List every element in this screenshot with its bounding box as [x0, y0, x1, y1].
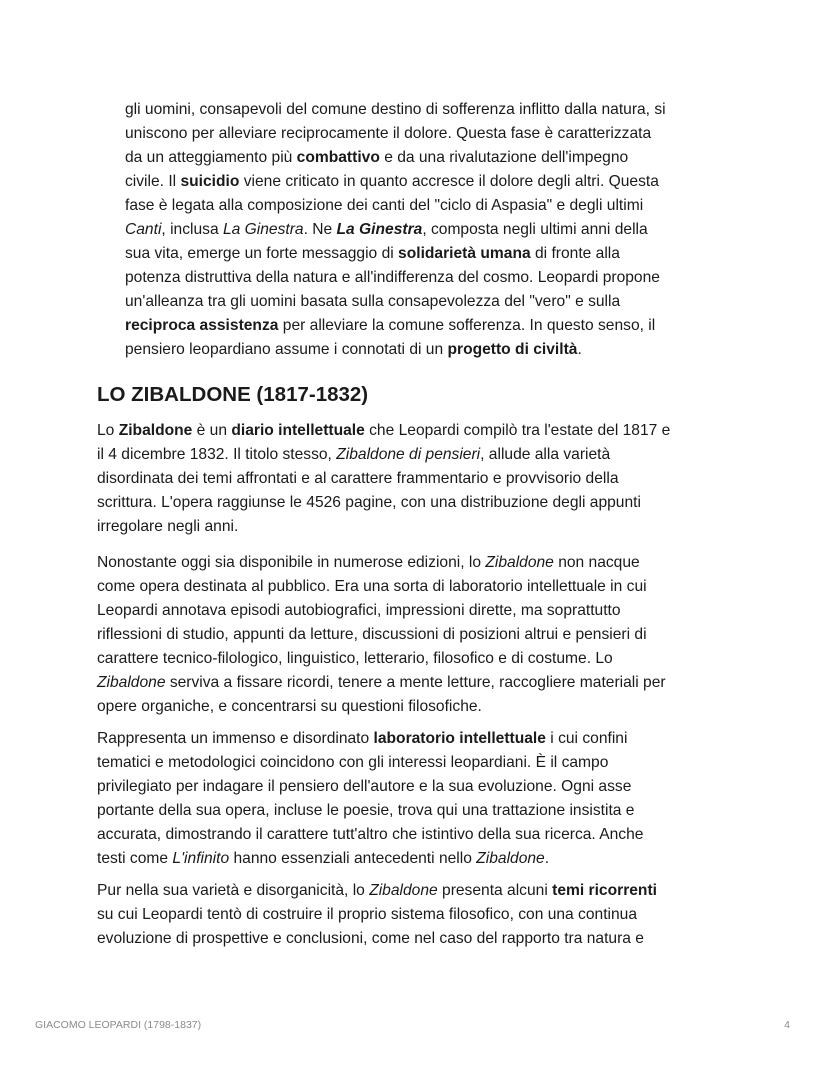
- text-run: serviva a fissare ricordi, tenere a mente letture, raccogliere materiali per: [165, 674, 666, 691]
- emphasized-text: La Ginestra: [336, 221, 423, 238]
- text-run: opere organiche, e concentrarsi su questioni filosofiche.: [97, 698, 482, 715]
- text-run: potenza distruttiva della natura e all'indifferenza del cosmo. Leopardi propone: [125, 269, 660, 286]
- text-line: [97, 927, 657, 951]
- text-run: evoluzione di prospettive e conclusioni, come nel caso del rapporto tra natura e: [97, 930, 644, 947]
- emphasized-text: Canti: [125, 221, 162, 238]
- text-run: su cui Leopardi tentò di costruire il proprio sistema filosofico, con una continua: [97, 906, 638, 923]
- text-run: non nacque: [553, 554, 640, 571]
- text-run: fase è legata alla composizione dei canti del "ciclo di Aspasia" e degli ultimi: [125, 197, 644, 214]
- text-run: è un: [192, 422, 232, 439]
- text-run: pensiero leopardiano assume i connotati di un: [125, 341, 448, 358]
- text-line: [97, 671, 666, 695]
- text-line: [97, 575, 666, 599]
- text-run: , composta negli ultimi anni della: [422, 221, 648, 238]
- text-run: i cui confini: [545, 730, 628, 747]
- text-line: [97, 419, 670, 443]
- emphasized-text: Zibaldone: [369, 882, 438, 899]
- text-line: [125, 194, 666, 218]
- text-run: un'alleanza tra gli uomini basata sulla consapevolezza del "vero" e sulla: [125, 293, 621, 310]
- text-line: [125, 242, 666, 266]
- text-run: riflessioni di studio, appunti da letture, discussioni di posizioni altrui e pensieri di: [97, 626, 647, 643]
- text-run: scrittura. L'opera raggiunse le 4526 pagine, con una distribuzione degli appunti: [97, 494, 641, 511]
- running-footer-title: GIACOMO LEOPARDI (1798-1837): [35, 1019, 202, 1031]
- text-line: [97, 823, 643, 847]
- paragraph-zibaldone-laboratory: [97, 727, 643, 871]
- text-line: [125, 314, 666, 338]
- emphasized-text: L'infinito: [172, 850, 230, 867]
- text-line: [97, 599, 666, 623]
- emphasized-text: combattivo: [296, 149, 380, 166]
- text-run: carattere tecnico-filologico, linguistico, letterario, filosofico e di costume. Lo: [97, 650, 613, 667]
- emphasized-text: Zibaldone: [118, 422, 193, 439]
- text-run: portante della sua opera, incluse le poesie, trova qui una trattazione insistita e: [97, 802, 635, 819]
- text-run: Leopardi annotava episodi autobiografici, impressioni dirette, ma soprattutto: [97, 602, 621, 619]
- text-line: [125, 122, 666, 146]
- emphasized-text: diario intellettuale: [231, 422, 365, 439]
- text-run: Nonostante oggi sia disponibile in numerose edizioni, lo: [97, 554, 486, 571]
- text-line: [97, 515, 670, 539]
- text-run: sua vita, emerge un forte messaggio di: [125, 245, 399, 262]
- text-line: [125, 218, 666, 242]
- text-run: il 4 dicembre 1832. Il titolo stesso,: [97, 446, 337, 463]
- emphasized-text: La Ginestra: [222, 221, 304, 238]
- text-run: gli uomini, consapevoli del comune destino di sofferenza inflitto dalla natura, si: [125, 101, 666, 118]
- text-run: civile. Il: [125, 173, 181, 190]
- emphasized-text: laboratorio intellettuale: [373, 730, 546, 747]
- emphasized-text: Zibaldone: [476, 850, 545, 867]
- emphasized-text: solidarietà umana: [398, 245, 531, 262]
- text-run: da un atteggiamento più: [125, 149, 297, 166]
- text-line: [97, 903, 657, 927]
- page-number: 4: [784, 1019, 790, 1031]
- text-run: presenta alcuni: [437, 882, 553, 899]
- text-run: e da una rivalutazione dell'impegno: [379, 149, 629, 166]
- text-run: accurata, dimostrando il carattere tutt'altro che istintivo della sua ricerca. Anche: [97, 826, 644, 843]
- text-run: .: [577, 341, 582, 358]
- text-run: irregolare negli anni.: [97, 518, 239, 535]
- text-run: come opera destinata al pubblico. Era una sorta di laboratorio intellettuale in cui: [97, 578, 647, 595]
- text-line: [97, 847, 643, 871]
- text-run: privilegiato per indagare il pensiero dell'autore e la sua evoluzione. Ogni asse: [97, 778, 632, 795]
- text-line: [125, 98, 666, 122]
- paragraph-zibaldone-intro: [97, 419, 670, 539]
- paragraph-zibaldone-purpose: [97, 551, 666, 719]
- paragraph-ginestra: [125, 98, 666, 362]
- paragraph-zibaldone-themes: [97, 879, 657, 951]
- text-line: [125, 266, 666, 290]
- text-run: Rappresenta un immenso e disordinato: [97, 730, 374, 747]
- emphasized-text: temi ricorrenti: [552, 882, 657, 899]
- text-run: uniscono per alleviare reciprocamente il dolore. Questa fase è caratterizzata: [125, 125, 652, 142]
- text-line: [125, 170, 666, 194]
- text-line: [97, 775, 643, 799]
- text-line: [97, 727, 643, 751]
- text-line: [97, 443, 670, 467]
- text-run: di fronte alla: [530, 245, 620, 262]
- emphasized-text: progetto di civiltà: [447, 341, 578, 358]
- emphasized-text: Zibaldone: [97, 674, 166, 691]
- text-line: [97, 467, 670, 491]
- text-run: per alleviare la comune sofferenza. In questo senso, il: [278, 317, 656, 334]
- text-run: disordinata dei temi affrontati e al carattere frammentario e provvisorio della: [97, 470, 619, 487]
- text-run: .: [544, 850, 550, 867]
- text-line: [97, 751, 643, 775]
- text-line: [125, 290, 666, 314]
- text-line: [97, 695, 666, 719]
- emphasized-text: suicidio: [180, 173, 240, 190]
- text-run: viene criticato in quanto accresce il dolore degli altri. Questa: [239, 173, 659, 190]
- text-line: [97, 647, 666, 671]
- text-line: [97, 551, 666, 575]
- section-heading: LO ZIBALDONE (1817-1832): [97, 383, 369, 406]
- text-run: testi come: [97, 850, 173, 867]
- text-run: tematici e metodologici coincidono con gli interessi leopardiani. È il campo: [97, 754, 609, 771]
- emphasized-text: Zibaldone: [485, 554, 554, 571]
- text-line: [125, 146, 666, 170]
- text-run: . Ne: [303, 221, 337, 238]
- text-line: [97, 879, 657, 903]
- text-run: , inclusa: [161, 221, 223, 238]
- text-run: Lo: [97, 422, 119, 439]
- text-run: , allude alla varietà: [480, 446, 611, 463]
- text-line: [97, 623, 666, 647]
- emphasized-text: reciproca assistenza: [125, 317, 279, 334]
- text-run: Pur nella sua varietà e disorganicità, lo: [97, 882, 370, 899]
- text-run: che Leopardi compilò tra l'estate del 1817 e: [364, 422, 671, 439]
- text-run: hanno essenziali antecedenti nello: [229, 850, 477, 867]
- text-line: [125, 338, 666, 362]
- emphasized-text: Zibaldone di pensieri: [336, 446, 481, 463]
- text-line: [97, 799, 643, 823]
- text-line: [97, 491, 670, 515]
